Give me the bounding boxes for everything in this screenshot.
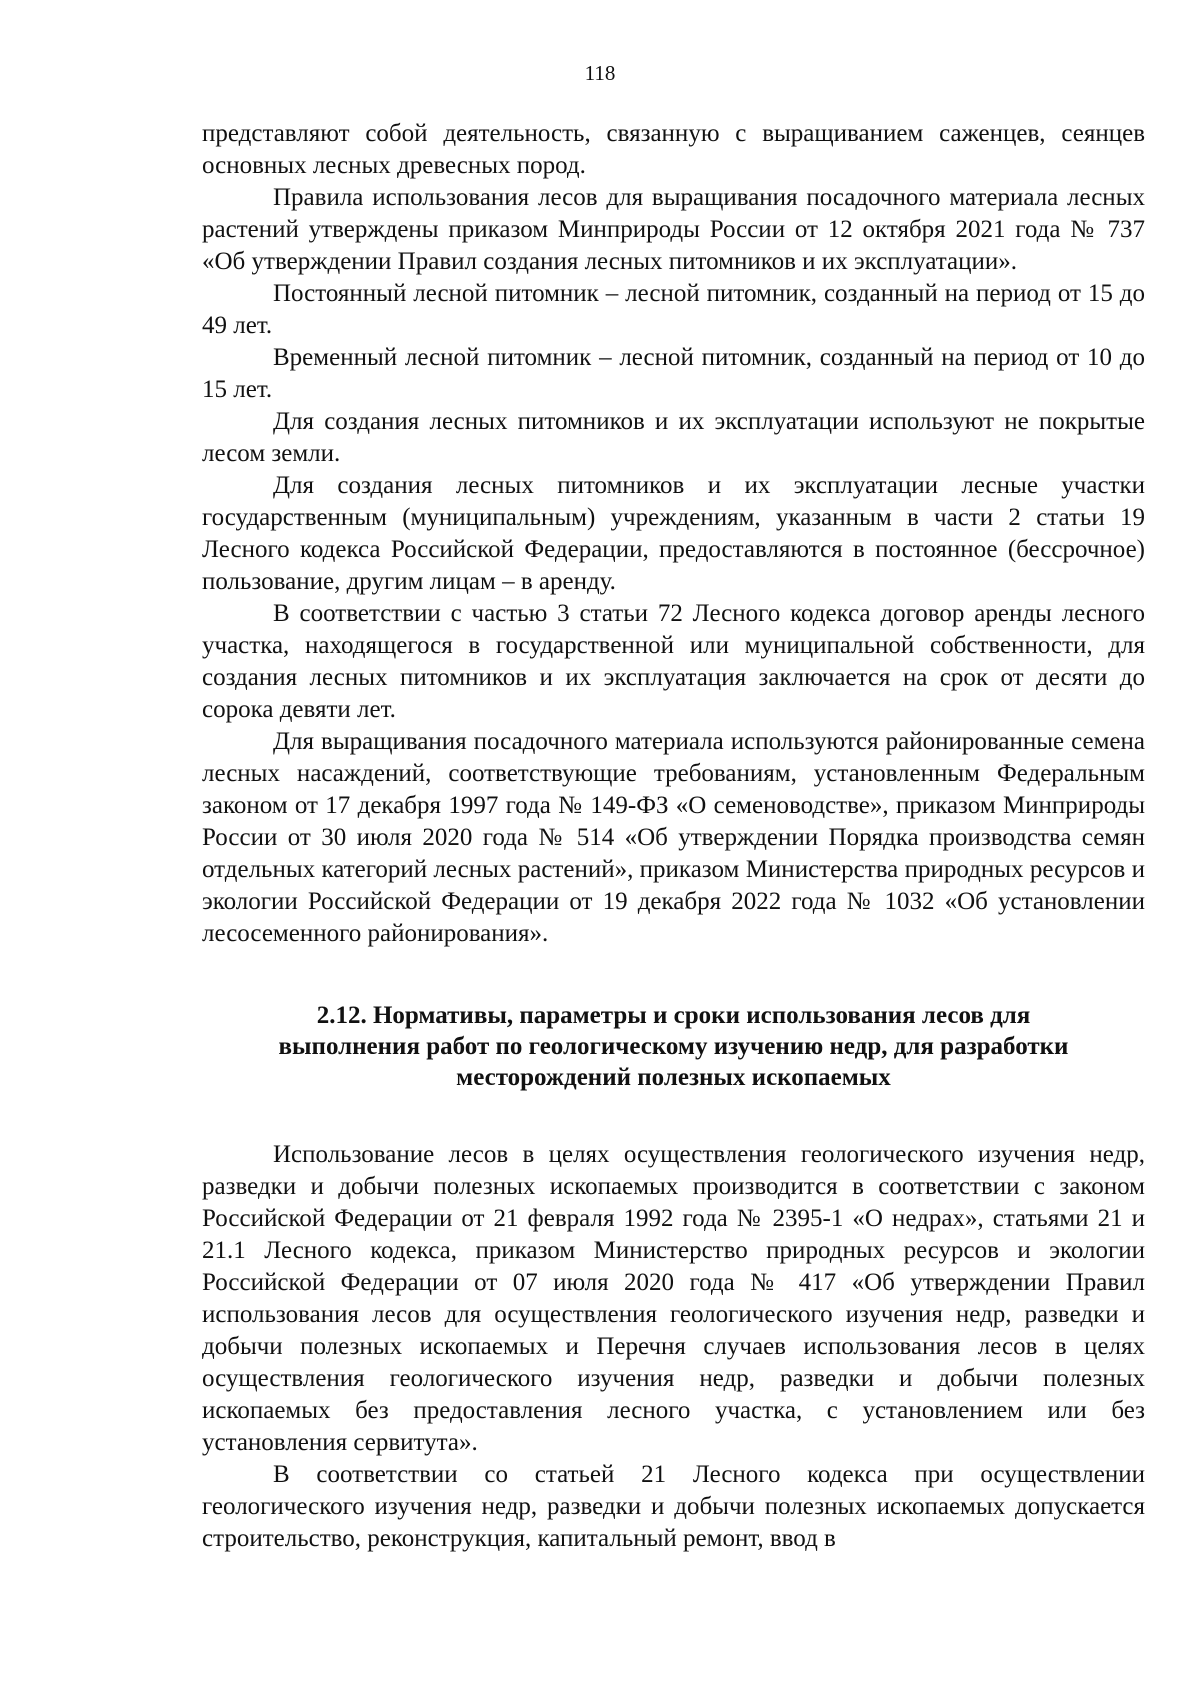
page-number: 118 xyxy=(584,61,616,85)
paragraph-permanent-nursery: Постоянный лесной питомник – лесной питомник, созданный на период от 15 до 49 лет. xyxy=(202,280,1145,339)
section-heading-line-3: месторождений полезных ископаемых xyxy=(456,1064,891,1091)
section-heading-line-1: 2.12. Нормативы, параметры и сроки использования лесов для xyxy=(316,1002,1031,1029)
section-heading-line-2: выполнения работ по геологическому изучению недр, для разработки xyxy=(278,1033,1069,1060)
paragraph-seeds: Для выращивания посадочного материала используются районированные семена лесных насаждений, соответствующие требованиям, установленным Федеральным законом от 17 декабря 1997 года № 149-ФЗ «О семеноводстве», приказом Минприроды России от 30 июля 2020 года № 514 «Об утверждении Порядка производства семян отдельных категорий лесных растений», приказом Министерства природных ресурсов и экологии Российской Федерации от 19 декабря 2022 года № 1032 «Об установлении лесосеменного районирования». xyxy=(202,728,1145,947)
paragraph-lease-term: В соответствии с частью 3 статьи 72 Лесного кодекса договор аренды лесного участка, находящегося в государственной или муниципальной собственности, для создания лесных питомников и их эксплуатация заключается на срок от десяти до сорока девяти лет. xyxy=(202,600,1145,723)
paragraph-nursery-lands: Для создания лесных питомников и их эксплуатации используют не покрытые лесом земли. xyxy=(202,408,1145,467)
paragraph-nursery-plots: Для создания лесных питомников и их эксплуатации лесные участки государственным (муниципальным) учреждениям, указанным в части 2 статьи 19 Лесного кодекса Российской Федерации, предоставляются в постоянное (бессрочное) пользование, другим лицам – в аренду. xyxy=(202,472,1145,595)
paragraph-continuation: представляют собой деятельность, связанную с выращиванием саженцев, сеянцев основных лесных древесных пород. xyxy=(202,120,1145,179)
paragraph-temporary-nursery: Временный лесной питомник – лесной питомник, созданный на период от 10 до 15 лет. xyxy=(202,344,1145,403)
paragraph-nursery-rules: Правила использования лесов для выращивания посадочного материала лесных растений утверждены приказом Минприроды России от 12 октября 2021 года № 737 «Об утверждении Правил создания лесных питомников и их эксплуатации». xyxy=(202,184,1145,275)
paragraph-geology-construction: В соответствии со статьей 21 Лесного кодекса при осуществлении геологического изучения недр, разведки и добычи полезных ископаемых допускается строительство, реконструкция, капитальный ремонт, ввод в xyxy=(202,1461,1145,1552)
document-body xyxy=(202,118,1145,1555)
section-heading xyxy=(202,1000,1145,1093)
paragraph-geology-use: Использование лесов в целях осуществления геологического изучения недр, разведки и добычи полезных ископаемых производится в соответствии с законом Российской Федерации от 21 февраля 1992 года № 2395-1 «О недрах», статьями 21 и 21.1 Лесного кодекса, приказом Министерство природных ресурсов и экологии Российской Федерации от 07 июля 2020 года № 417 «Об утверждении Правил использования лесов для осуществления геологического изучения недр, разведки и добычи полезных ископаемых и Перечня случаев использования лесов в целях осуществления геологического изучения недр, разведки и добычи полезных ископаемых без предоставления лесного участка, с установлением или без установления сервитута». xyxy=(202,1141,1145,1456)
